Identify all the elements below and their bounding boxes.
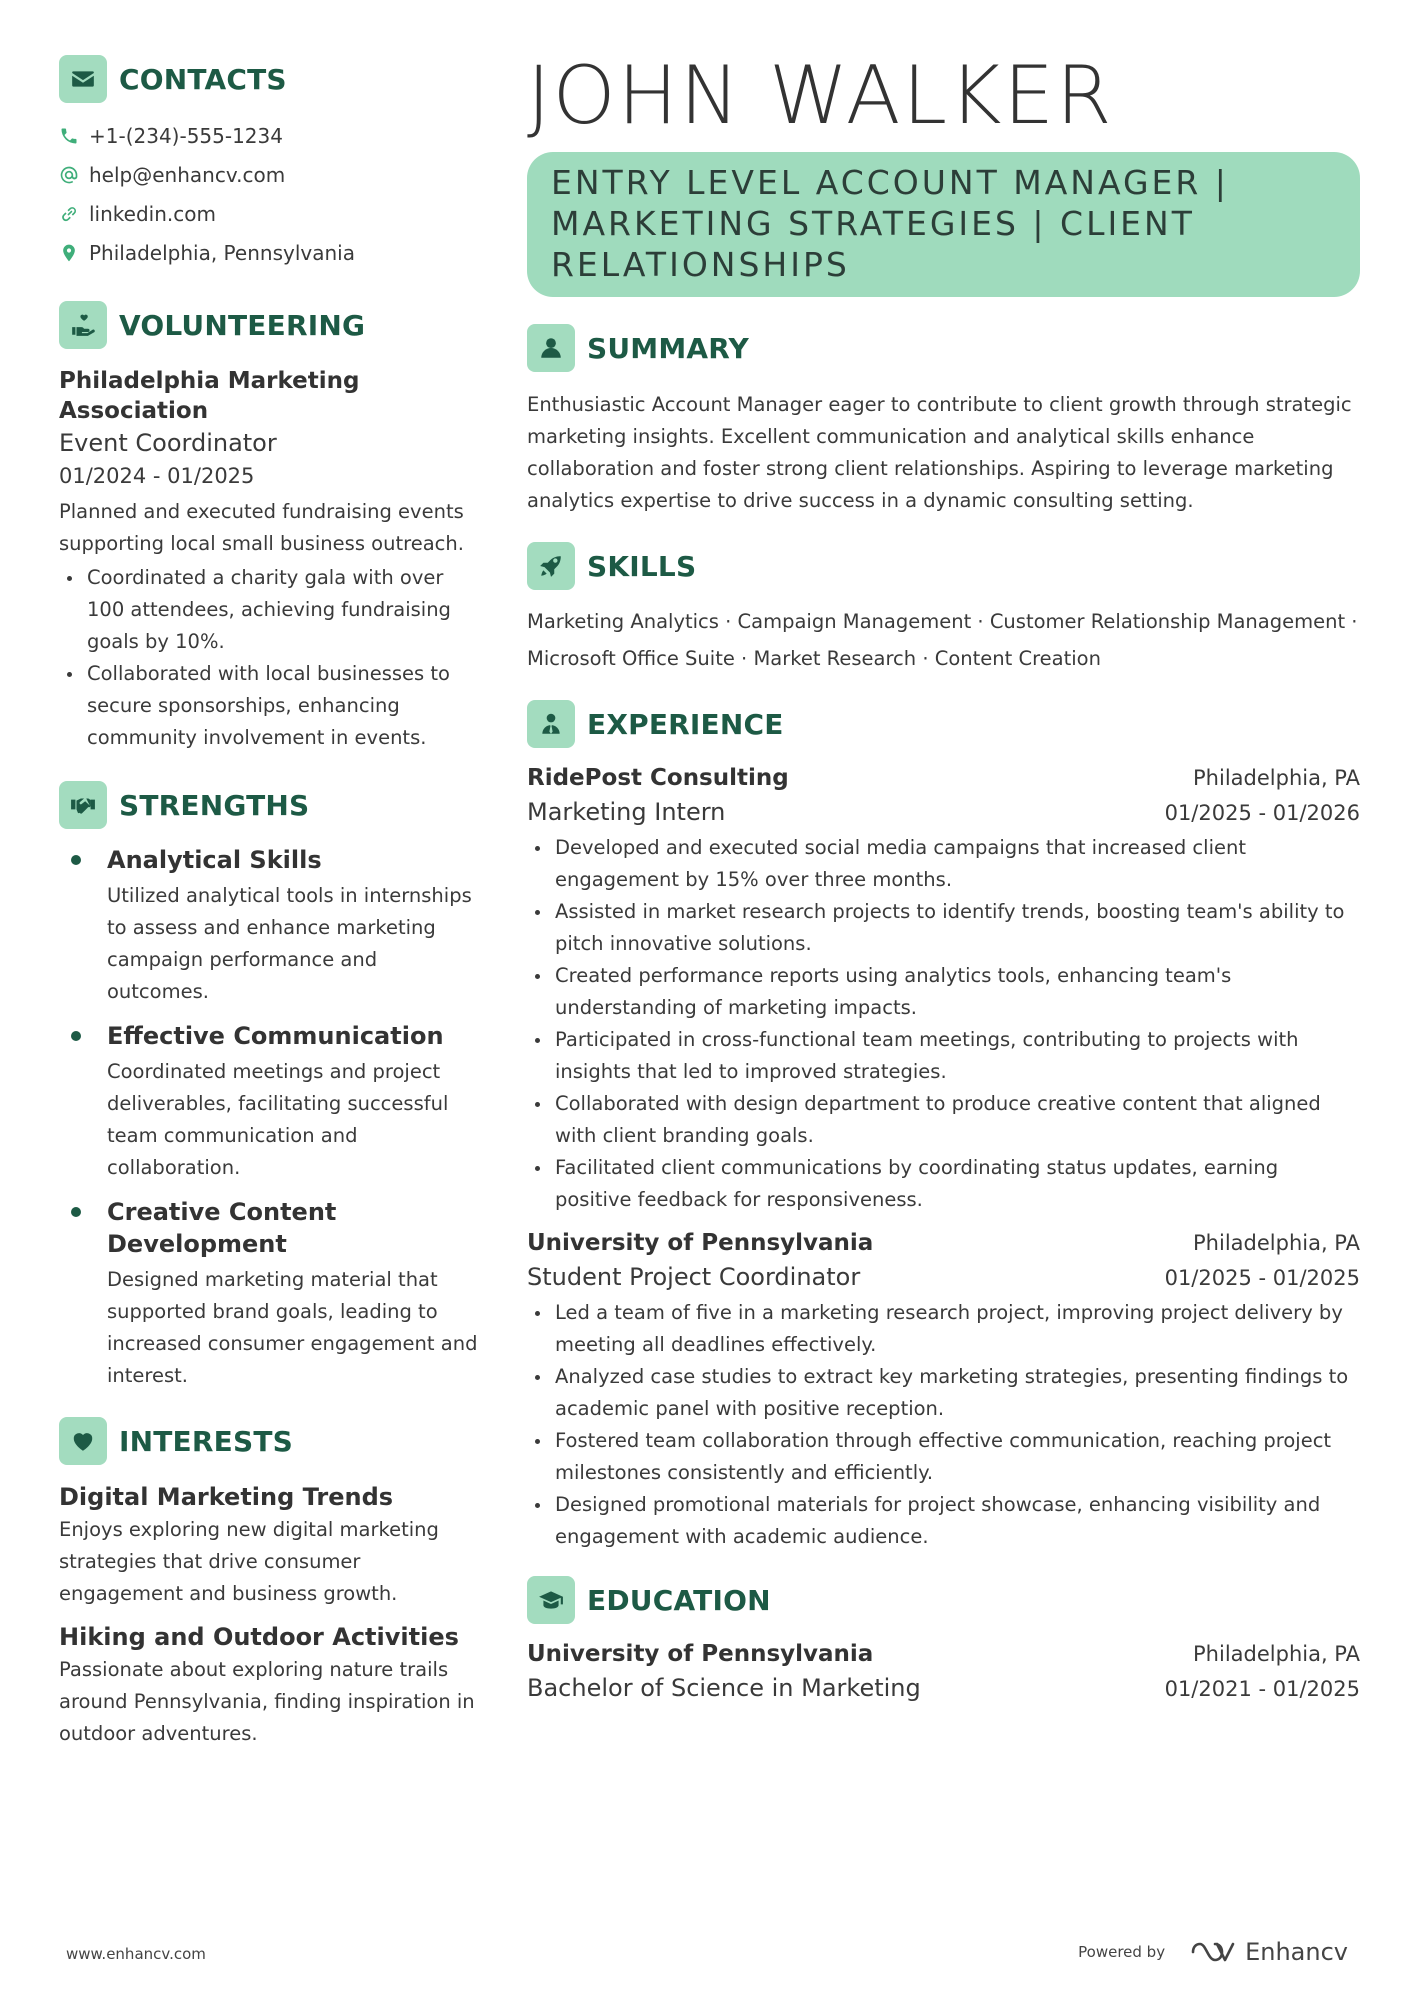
education-location: Philadelphia, PA: [1193, 1642, 1360, 1666]
contacts-header: [59, 54, 479, 104]
strength-desc: Designed marketing material that supported brand goals, leading to increased consumer engagement and interest.: [107, 1268, 478, 1387]
interests-header: [59, 1416, 479, 1466]
skills-section: [527, 541, 1360, 677]
footer-branding: [1078, 1938, 1348, 1966]
job-bullet: Created performance reports using analytics tools, enhancing team's understanding of marketing impacts.: [527, 960, 1360, 1024]
contact-linkedin[interactable]: [59, 194, 479, 233]
strength-item: [59, 1196, 479, 1392]
education-entry: [527, 1637, 1360, 1706]
interest-desc: Passionate about exploring nature trails around Pennsylvania, finding inspiration in outdoor adventures.: [59, 1658, 475, 1745]
strength-title: Analytical Skills: [107, 846, 322, 874]
location-text: Philadelphia, Pennsylvania: [89, 240, 355, 265]
contact-phone[interactable]: [59, 116, 479, 155]
contact-location: [59, 233, 479, 272]
volunteer-dates: 01/2024 - 01/2025: [59, 464, 255, 488]
handshake-icon: [59, 781, 107, 829]
headline-banner: ENTRY LEVEL ACCOUNT MANAGER | MARKETING STRATEGIES | CLIENT RELATIONSHIPS: [527, 152, 1360, 297]
interest-title: Digital Marketing Trends: [59, 1483, 394, 1511]
email-text: help@enhancv.com: [89, 162, 286, 187]
envelope-icon: [59, 55, 107, 103]
strength-title: Effective Communication: [107, 1022, 444, 1050]
experience-section: [527, 699, 1360, 1553]
summary-header: [527, 323, 1360, 373]
job-bullet: Analyzed case studies to extract key marketing strategies, presenting findings to academic panel with positive reception.: [527, 1361, 1360, 1425]
contacts-title: CONTACTS: [119, 62, 287, 96]
skills-header: [527, 541, 1360, 591]
volunteering-section: [59, 300, 479, 754]
phone-icon: [59, 126, 79, 146]
heart-icon: [59, 1417, 107, 1465]
brand-name: Enhancv: [1245, 1938, 1348, 1966]
strength-title: Creative Content Development: [107, 1198, 337, 1258]
education-title: EDUCATION: [587, 1583, 771, 1617]
skills-title: SKILLS: [587, 549, 697, 583]
education-org: University of Pennsylvania: [527, 1641, 874, 1667]
briefcase-user-icon: [527, 700, 575, 748]
volunteering-header: [59, 300, 479, 350]
education-section: [527, 1575, 1360, 1706]
enhancv-logo[interactable]: [1189, 1938, 1348, 1966]
strength-desc: Coordinated meetings and project deliverables, facilitating successful team communication and collaboration.: [107, 1060, 449, 1179]
contact-email[interactable]: [59, 155, 479, 194]
job-role: Student Project Coordinator: [527, 1263, 861, 1291]
experience-header: [527, 699, 1360, 749]
job-org: RidePost Consulting: [527, 765, 789, 791]
enhancv-logo-icon: [1189, 1939, 1237, 1965]
job-bullet: Collaborated with design department to produce creative content that aligned with client branding goals.: [527, 1088, 1360, 1152]
volunteer-bullet: Collaborated with local businesses to secure sponsorships, enhancing community involvement in events.: [59, 658, 479, 754]
phone-text: +1-(234)-555-1234: [89, 123, 283, 148]
volunteer-bullet: Coordinated a charity gala with over 100 attendees, achieving fundraising goals by 10%.: [59, 562, 479, 658]
education-header: [527, 1575, 1360, 1625]
education-degree: Bachelor of Science in Marketing: [527, 1674, 921, 1702]
volunteer-role: Event Coordinator: [59, 429, 277, 457]
job-bullet: Developed and executed social media campaigns that increased client engagement by 15% over three months.: [527, 832, 1360, 896]
job-bullet: Facilitated client communications by coordinating status updates, earning positive feedback for responsiveness.: [527, 1152, 1360, 1216]
strengths-title: STRENGTHS: [119, 788, 310, 822]
hand-heart-icon: [59, 301, 107, 349]
at-icon: [59, 165, 79, 185]
interests-title: INTERESTS: [119, 1424, 293, 1458]
graduation-cap-icon: [527, 1576, 575, 1624]
volunteering-title: VOLUNTEERING: [119, 308, 366, 342]
skills-list: [527, 603, 1360, 677]
job-bullet: Assisted in market research projects to identify trends, boosting team's ability to pitch innovative solutions.: [527, 896, 1360, 960]
footer-website[interactable]: www.enhancv.com: [66, 1945, 206, 1963]
job-bullet: Led a team of five in a marketing research project, improving project delivery by meeting all deadlines effectively.: [527, 1297, 1360, 1361]
candidate-name: JOHN WALKER: [527, 49, 1114, 142]
volunteer-org: Philadelphia Marketing Association: [59, 368, 360, 424]
summary-section: [527, 323, 1360, 517]
rocket-icon: [527, 542, 575, 590]
summary-title: SUMMARY: [587, 331, 750, 365]
bullet-dot-icon: [71, 855, 81, 865]
linkedin-text: linkedin.com: [89, 201, 216, 226]
job-dates: 01/2025 - 01/2025: [1164, 1266, 1360, 1290]
job-entry: [527, 1226, 1360, 1553]
education-dates: 01/2021 - 01/2025: [1164, 1677, 1360, 1701]
interest-desc: Enjoys exploring new digital marketing strategies that drive consumer engagement and business growth.: [59, 1518, 439, 1605]
bullet-dot-icon: [71, 1031, 81, 1041]
job-bullet: Fostered team collaboration through effective communication, reaching project milestones consistently and efficiently.: [527, 1425, 1360, 1489]
summary-text: Enthusiastic Account Manager eager to contribute to client growth through strategic marketing insights. Excellent communication and analytical skills enhance collaboration and foster strong client relationships. Aspiring to leverage marketing analytics expertise to drive success in a dynamic consulting setting.: [527, 393, 1352, 512]
bullet-dot-icon: [71, 1207, 81, 1217]
skills-line: Microsoft Office Suite · Market Research · Content Creation: [527, 647, 1101, 670]
job-dates: 01/2025 - 01/2026: [1164, 801, 1360, 825]
contacts-section: [59, 54, 479, 272]
left-column: [59, 54, 479, 1750]
interest-item: [59, 1620, 479, 1750]
job-bullet: Designed promotional materials for project showcase, enhancing visibility and engagement with academic audience.: [527, 1489, 1360, 1553]
link-icon: [59, 204, 79, 224]
job-bullet: Participated in cross-functional team meetings, contributing to projects with insights that led to improved strategies.: [527, 1024, 1360, 1088]
powered-by-text: Powered by: [1078, 1943, 1166, 1961]
strength-item: [59, 1020, 479, 1184]
job-role: Marketing Intern: [527, 798, 726, 826]
strength-desc: Utilized analytical tools in internships to assess and enhance marketing campaign performance and outcomes.: [107, 884, 472, 1003]
job-org: University of Pennsylvania: [527, 1230, 874, 1256]
map-pin-icon: [59, 243, 79, 263]
strengths-section: [59, 780, 479, 1392]
interest-title: Hiking and Outdoor Activities: [59, 1623, 459, 1651]
experience-title: EXPERIENCE: [587, 707, 784, 741]
job-location: Philadelphia, PA: [1193, 1231, 1360, 1255]
job-location: Philadelphia, PA: [1193, 766, 1360, 790]
interests-section: [59, 1416, 479, 1750]
strength-item: [59, 844, 479, 1008]
interest-item: [59, 1480, 479, 1610]
strengths-header: [59, 780, 479, 830]
job-entry: [527, 761, 1360, 1216]
user-icon: [527, 324, 575, 372]
volunteer-desc: Planned and executed fundraising events supporting local small business outreach.: [59, 500, 464, 555]
right-column: [527, 50, 1360, 1706]
skills-line: Marketing Analytics · Campaign Management · Customer Relationship Management ·: [527, 610, 1358, 633]
